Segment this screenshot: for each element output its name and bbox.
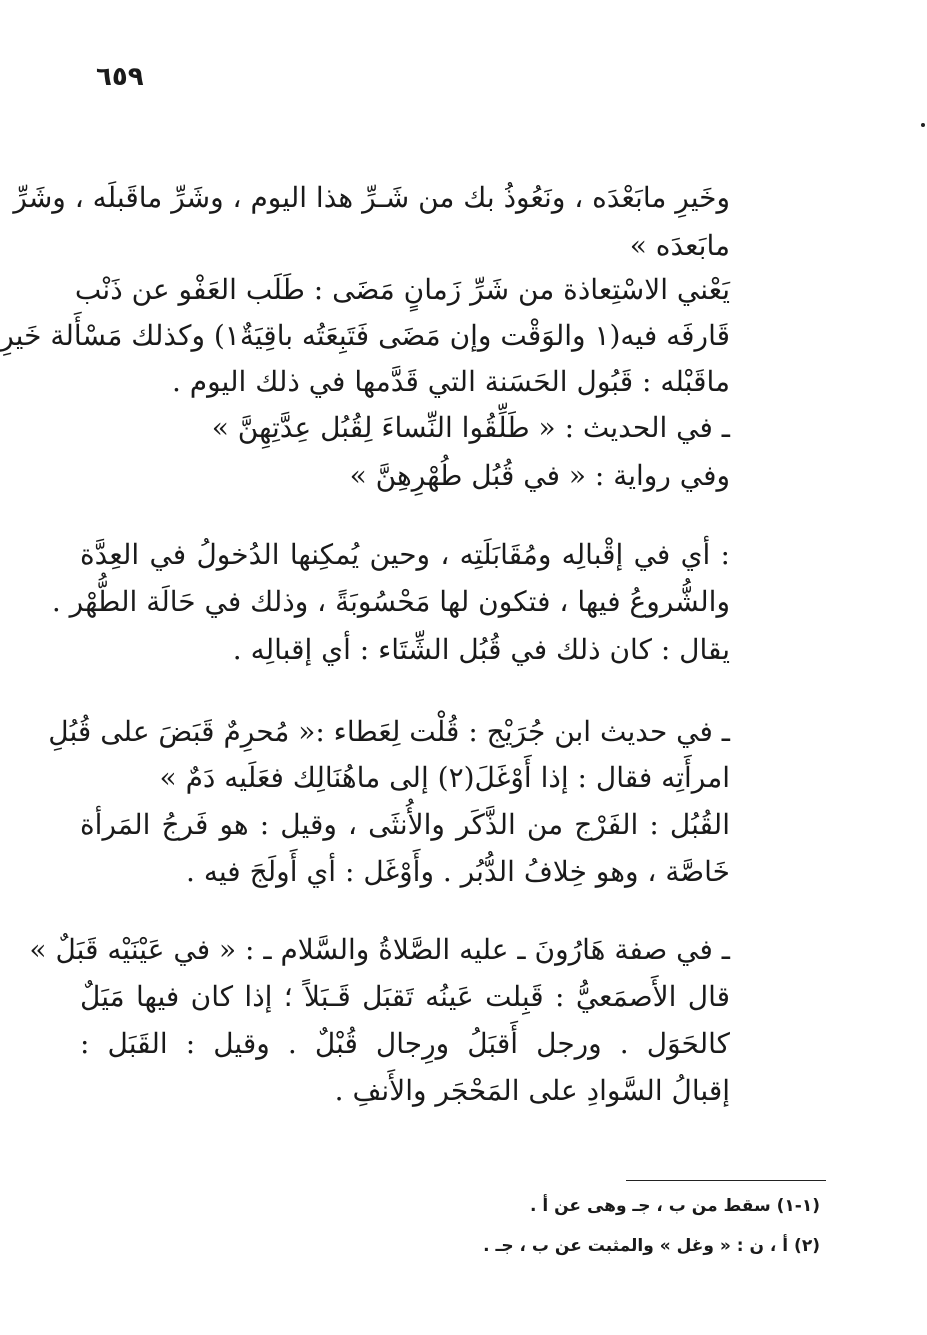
text-line: قال الأَصمَعيُّ : قَبِلت عَينُه تَقبَل قَـبَلاً ؛ إذا كان فيها مَيَلٌ	[80, 980, 730, 1013]
text-line: يقال : كان ذلك في قُبُل الشِّتَاء : أي إقبالِه .	[232, 633, 730, 666]
text-line: : أي في إقْبالِه ومُقَابَلَتِه ، وحين يُمكِنها الدُخولُ في العِدَّة	[80, 538, 730, 571]
page-number: ٦٥٩	[96, 62, 144, 92]
text-line: القُبُل : الفَرْج من الذَّكَر والأُنثَى ، وقيل : هو فَرجُ المَرأة	[80, 808, 730, 841]
text-line: ـ في حديث ابن جُرَيْج : قُلْت لِعَطاء :« مُحرِمٌ قَبَضَ على قُبُلِ	[48, 715, 730, 748]
footnote: (١-١) سقط من ب ، جـ وهى عن أ .	[530, 1196, 820, 1216]
text-line: وفي رواية : « في قُبُل طُهْرِهِنَّ »	[349, 459, 730, 492]
footnote-separator	[626, 1180, 826, 1181]
text-line: والشُّروعُ فيها ، فتكون لها مَحْسُوبَةً ، وذلك في حَالَة الطُّهْر .	[51, 585, 730, 618]
text-line: كالحَوَل . ورجل أَقبَلُ ورِجال قُبْلٌ . وقيل : القَبَل :	[80, 1027, 730, 1060]
text-line: ـ في الحديث : « طَلِّقُوا النِّساءَ لِقُبُل عِدَّتِهِنَّ »	[211, 411, 730, 444]
text-line: وخَيرِ مابَعْدَه ، ونَعُوذُ بك من شَـرِّ هذا اليوم ، وشَرِّ ماقَبلَه ، وشَرِّ	[13, 181, 730, 214]
text-line: ـ في صفة هَارُونَ ـ عليه الصَّلاةُ والسَّلام ـ : « في عَيْنَيْه قَبَلٌ »	[29, 933, 730, 966]
text-line: إقبالُ السَّوادِ على المَحْجَر والأَنفِ .	[334, 1074, 730, 1107]
text-line: قَارفَه فيه(١ والوَقْت وإن مَضَى فَتَبِعَتُه باقِيَةٌ١) وكذلك مَسْأَلة خَيرِ	[0, 319, 730, 352]
footnote: (٢) أ ، ن : « وغل » والمثبت عن ب ، جـ .	[483, 1236, 820, 1256]
text-line: مابَعدَه »	[629, 229, 730, 262]
margin-mark	[921, 123, 925, 127]
text-line: ماقَبْله : قَبُول الحَسَنة التي قَدَّمها في ذلك اليوم .	[171, 365, 730, 398]
text-line: يَعْني الاسْتِعاذة من شَرِّ زَمانٍ مَضَى : طَلَب العَفْو عن ذَنْب	[74, 273, 730, 306]
text-line: خَاصَّة ، وهو خِلافُ الدُّبُر . وأَوْغَل : أي أَولَجَ فيه .	[186, 855, 730, 888]
text-line: امرأَتِه فقال : إذا أَوْغَلَ(٢) إلى ماهُنَالِك فعَلَيه دَمٌ »	[159, 761, 730, 794]
